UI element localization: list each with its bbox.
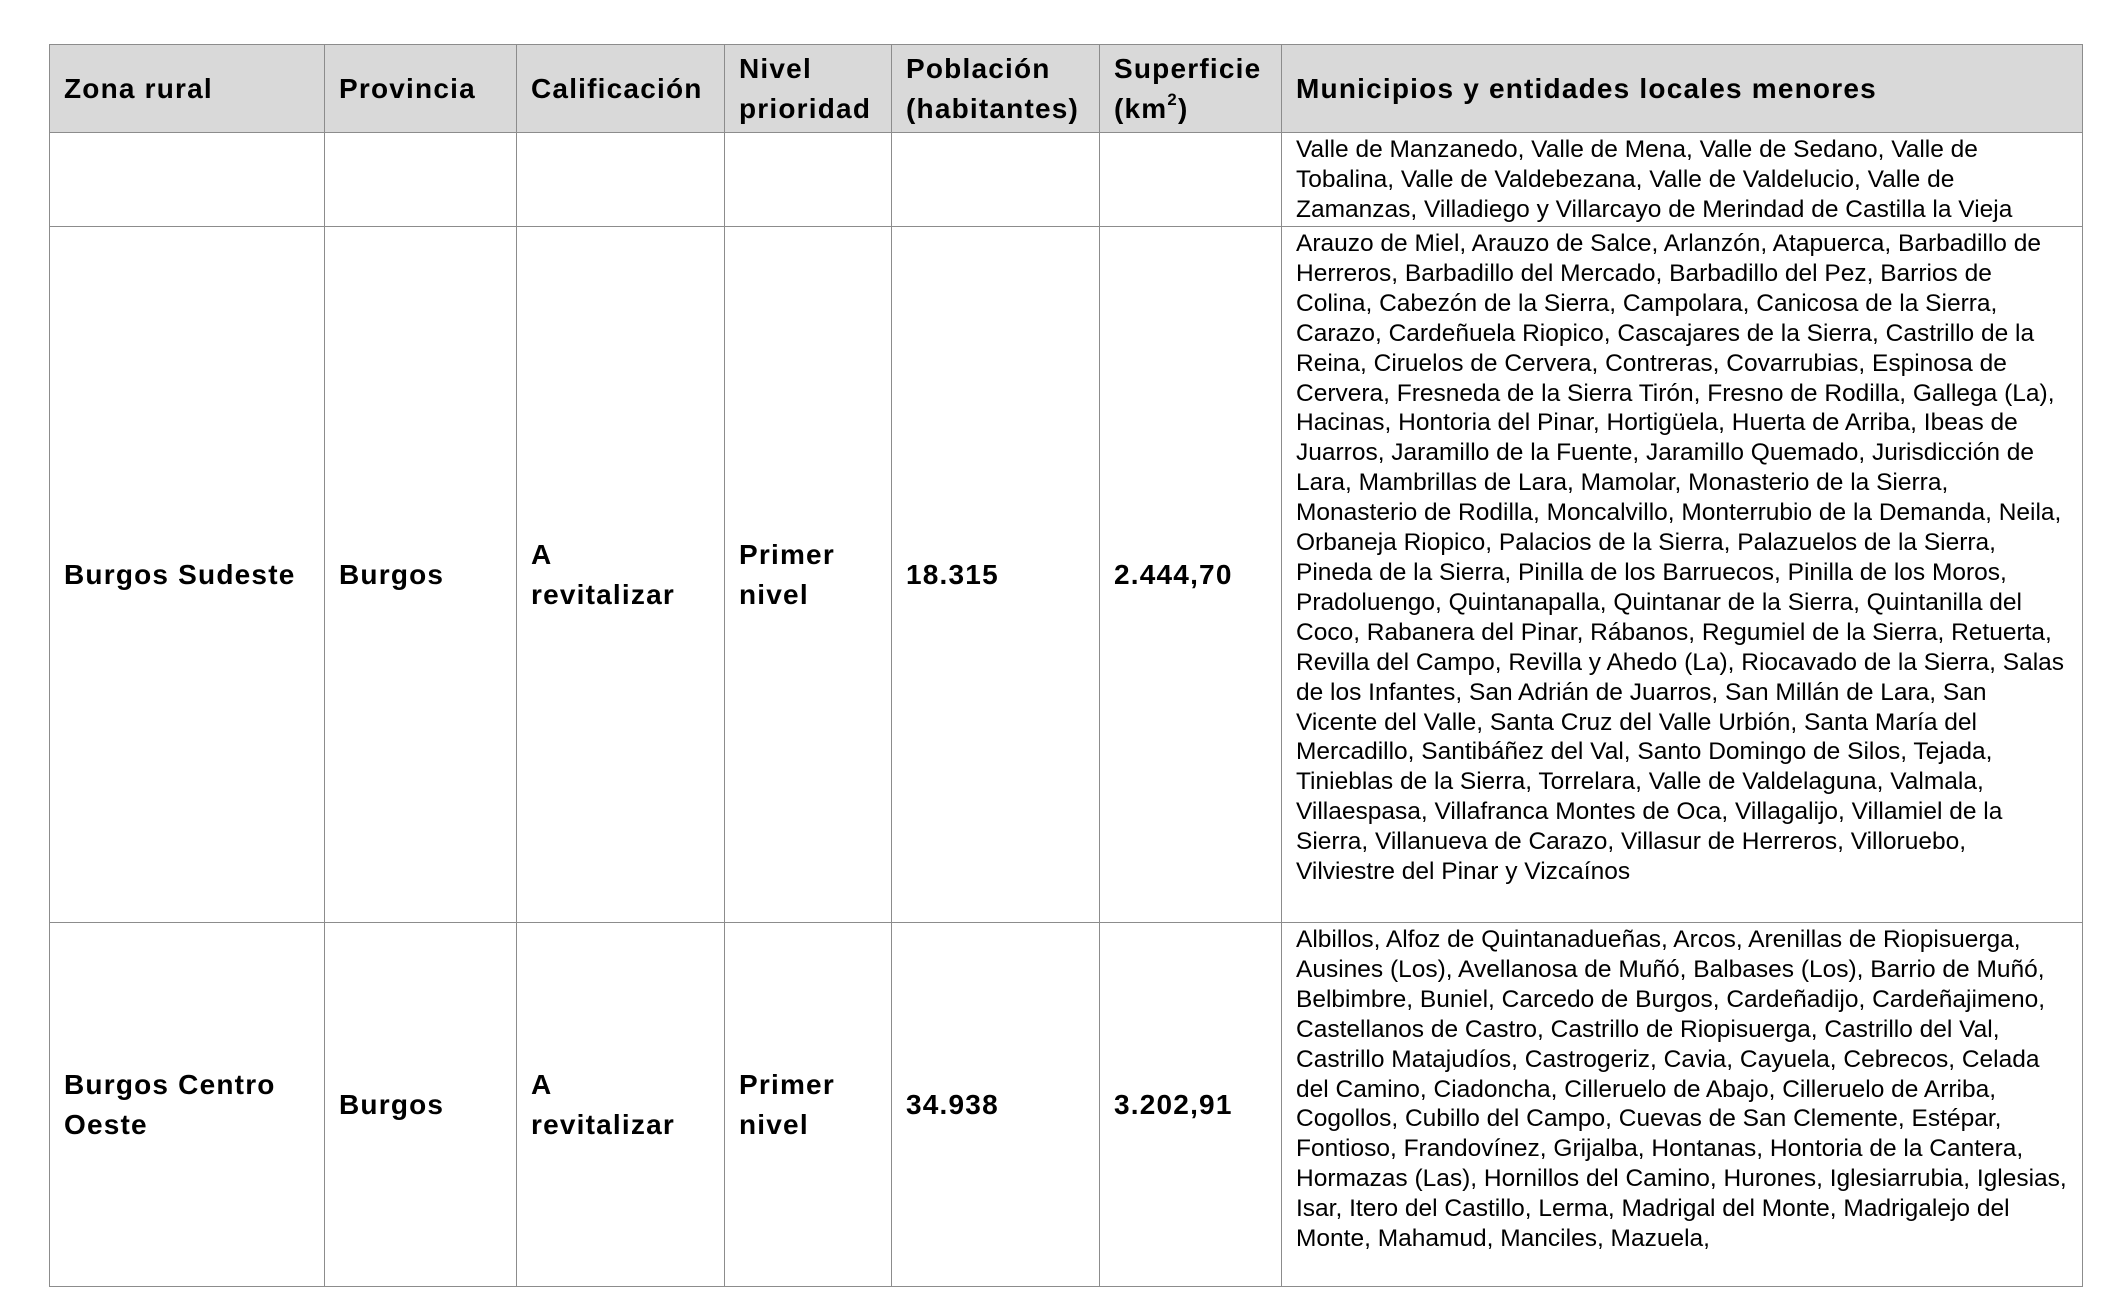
table-row (50, 133, 2083, 227)
cell-municipios-text: Valle de Manzanedo, Valle de Mena, Valle de Sedano, Valle de Tobalina, Valle de Valdebezana, Valle de Valdelucio, Valle de Zamanzas, Villadiego y Villarcayo de Merindad de Castilla la Vieja (1296, 136, 2013, 223)
cell-poblacion-text: 18.315 (906, 558, 999, 590)
cell-nivel-line2: nivel (739, 578, 809, 610)
cell-provincia-text: Burgos (339, 558, 445, 590)
cell-nivel-line1: Primer (739, 1068, 835, 1100)
cell-zona-text: Burgos Sudeste (64, 558, 296, 590)
cell-nivel (725, 133, 892, 227)
cell-calificacion-line2: revitalizar (531, 578, 675, 610)
table-row (50, 227, 2083, 923)
header-superficie-unit-pre: (km (1114, 92, 1168, 124)
header-poblacion (892, 45, 1100, 133)
cell-poblacion-text: 34.938 (906, 1088, 999, 1120)
cell-calificacion (517, 227, 725, 923)
header-superficie-unit-sup: 2 (1167, 90, 1178, 110)
header-zona-rural-label: Zona rural (64, 72, 213, 104)
cell-poblacion (892, 133, 1100, 227)
cell-poblacion (892, 923, 1100, 1287)
header-poblacion-line1: Población (906, 52, 1051, 84)
cell-superficie-text: 2.444,70 (1114, 558, 1233, 590)
cell-provincia (325, 133, 517, 227)
cell-municipios (1282, 133, 2083, 227)
header-zona-rural (50, 45, 325, 133)
cell-nivel (725, 923, 892, 1287)
header-municipios (1282, 45, 2083, 133)
header-superficie-line1: Superficie (1114, 52, 1262, 84)
cell-superficie (1100, 923, 1282, 1287)
cell-municipios-text: Arauzo de Miel, Arauzo de Salce, Arlanzón, Atapuerca, Barbadillo de Herreros, Barbadillo del Mercado, Barbadillo del Pez, Barrios de Colina, Cabezón de la Sierra, Campolara, Canicosa de la Sierra, Carazo, Cardeñuela Riopico, Cascajares de la Sierra, Castrillo de la Reina, Ciruelos de Cervera, Contreras, Covarrubias, Espinosa de Cervera, Fresneda de la Sierra Tirón, Fresno de Rodilla, Gallega (La), Hacinas, Hontoria del Pinar, Hortigüela, Huerta de Arriba, Ibeas de Juarros, Jaramillo de la Fuente, Jaramillo Quemado, Jurisdicción de Lara, Mambrillas de Lara, Mamolar, Monasterio de la Sierra, Monasterio de Rodilla, Moncalvillo, Monterrubio de la Demanda, Neila, Orbaneja Riopico, Palacios de la Sierra, Palazuelos de la Sierra, Pineda de la Sierra, Pinilla de los Barruecos, Pinilla de los Moros, Pradoluengo, Quintanapalla, Quintanar de la Sierra, Quintanilla del Coco, Rabanera del Pinar, Rábanos, Regumiel de la Sierra, Retuerta, Revilla del Campo, Revilla y Ahedo (La), Riocavado de la Sierra, Salas de los Infantes, San Adrián de Juarros, San Millán de Lara, San Vicente del Valle, Santa Cruz del Valle Urbión, Santa María del Mercadillo, Santibáñez del Val, Santo Domingo de Silos, Tejada, Tinieblas de la Sierra, Torrelara, Valle de Valdelaguna, Valmala, Villaespasa, Villafranca Montes de Oca, Villagalijo, Villamiel de la Sierra, Villanueva de Carazo, Villasur de Herreros, Villoruebo, Vilviestre del Pinar y Vizcaínos (1296, 230, 2065, 886)
header-municipios-label: Municipios y entidades locales menores (1296, 72, 1877, 104)
header-nivel-line2: prioridad (739, 92, 872, 124)
cell-municipios-text: Albillos, Alfoz de Quintanadueñas, Arcos, Arenillas de Riopisuerga, Ausines (Los), Avellanosa de Muñó, Balbases (Los), Barrio de Muñó, Belbimbre, Buniel, Carcedo de Burgos, Cardeñadijo, Cardeñajimeno, Castellanos de Castro, Castrillo de Riopisuerga, Castrillo del Val, Castrillo Matajudíos, Castrogeriz, Cavia, Cayuela, Cebrecos, Celada del Camino, Ciadoncha, Cilleruelo de Abajo, Cilleruelo de Arriba, Cogollos, Cubillo del Campo, Cuevas de San Clemente, Estépar, Fontioso, Frandovínez, Grijalba, Hontanas, Hontoria de la Cantera, Hormazas (Las), Hornillos del Camino, Hurones, Iglesiarrubia, Iglesias, Isar, Itero del Castillo, Lerma, Madrigal del Monte, Madrigalejo del Monte, Mahamud, Manciles, Mazuela, (1296, 926, 2067, 1253)
cell-nivel-line2: nivel (739, 1108, 809, 1140)
cell-calificacion-line2: revitalizar (531, 1108, 675, 1140)
header-superficie-unit-post: ) (1177, 92, 1189, 124)
cell-poblacion (892, 227, 1100, 923)
cell-zona (50, 133, 325, 227)
rural-zones-table (49, 44, 2083, 1287)
cell-municipios (1282, 923, 2083, 1287)
table-header (50, 45, 2083, 133)
cell-provincia (325, 227, 517, 923)
cell-zona (50, 227, 325, 923)
cell-zona (50, 923, 325, 1287)
cell-nivel-line1: Primer (739, 538, 835, 570)
header-provincia (325, 45, 517, 133)
cell-calificacion (517, 923, 725, 1287)
header-calificacion-label: Calificación (531, 72, 703, 104)
cell-municipios (1282, 227, 2083, 923)
header-provincia-label: Provincia (339, 72, 476, 104)
header-nivel-line1: Nivel (739, 52, 812, 84)
cell-calificacion-line1: A (531, 538, 553, 570)
table-row (50, 923, 2083, 1287)
cell-superficie (1100, 133, 1282, 227)
header-superficie (1100, 45, 1282, 133)
header-row (50, 45, 2083, 133)
cell-nivel (725, 227, 892, 923)
cell-provincia-text: Burgos (339, 1088, 445, 1120)
cell-zona-text: Burgos Centro Oeste (64, 1068, 276, 1140)
cell-calificacion (517, 133, 725, 227)
cell-superficie (1100, 227, 1282, 923)
header-calificacion (517, 45, 725, 133)
cell-provincia (325, 923, 517, 1287)
table-body (50, 133, 2083, 1287)
cell-superficie-text: 3.202,91 (1114, 1088, 1233, 1120)
header-poblacion-line2: (habitantes) (906, 92, 1080, 124)
cell-calificacion-line1: A (531, 1068, 553, 1100)
header-nivel-prioridad (725, 45, 892, 133)
